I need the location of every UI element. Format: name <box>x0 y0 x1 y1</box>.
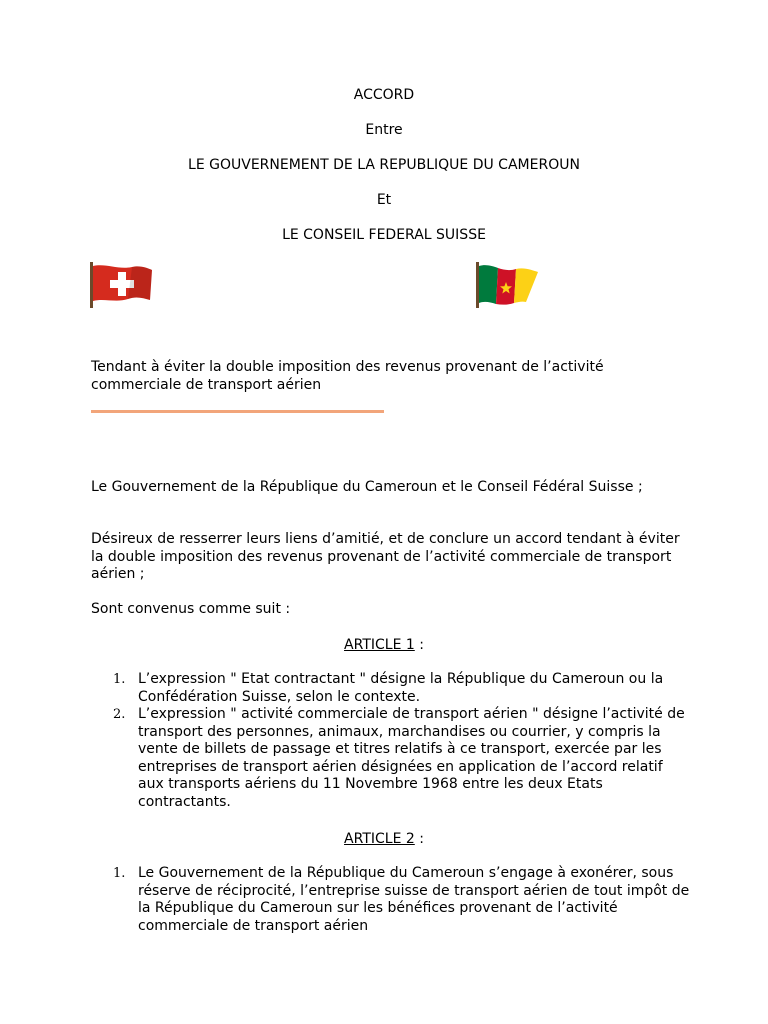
article-1-colon: : <box>414 637 424 653</box>
article-2-title: ARTICLE 2 <box>344 831 415 847</box>
article-2-list <box>91 865 691 935</box>
list-item <box>91 865 691 935</box>
article-2-colon: : <box>414 831 424 847</box>
list-number: 1. <box>113 866 126 881</box>
list-number: 1. <box>113 672 126 687</box>
cameroon-flag-icon <box>474 260 542 310</box>
party-cameroon: LE GOUVERNEMENT DE LA REPUBLIQUE DU CAMEROUN <box>188 157 580 173</box>
list-text: L’expression " activité commerciale de transport aérien " désigne l’activité de transport des personnes, animaux, marchandises ou courrier, y compris la vente de billets de passage et titres relatifs à ce transport, exercée par les entreprises de transport aérien désignées en application de l’accord relatif aux transports aériens du 11 Novembre 1968 entre les deux Etats contractants. <box>138 706 685 810</box>
document-title: ACCORD <box>353 87 415 103</box>
divider-rule <box>91 410 384 413</box>
preamble-desire: Désireux de resserrer leurs liens d’amitié, et de conclure un accord tendant à éviter la double imposition des revenus provenant de l’activité commerciale de transport aérien ; <box>91 531 680 582</box>
between-label: Entre <box>365 122 403 138</box>
subtitle: Tendant à éviter la double imposition des revenus provenant de l’activité commerciale de transport aérien <box>91 359 604 393</box>
list-text: L’expression " Etat contractant " désigne la République du Cameroun ou la Confédération Suisse, selon le contexte. <box>138 671 664 705</box>
article-1-list <box>91 671 691 811</box>
agreement-statement: Sont convenus comme suit : <box>91 601 291 617</box>
article-1-heading <box>0 636 768 654</box>
list-item <box>91 706 691 811</box>
list-item <box>91 671 691 706</box>
swiss-flag-icon <box>88 260 156 310</box>
article-2-heading <box>0 830 768 848</box>
article-1-title: ARTICLE 1 <box>344 637 415 653</box>
party-switzerland: LE CONSEIL FEDERAL SUISSE <box>282 227 486 243</box>
list-text: Le Gouvernement de la République du Cameroun s’engage à exonérer, sous réserve de réciprocité, l’entreprise suisse de transport aérien de tout impôt de la République du Cameroun sur les bénéfices provenant de l’activité commerciale de transport aérien <box>138 865 690 934</box>
preamble-parties: Le Gouvernement de la République du Cameroun et le Conseil Fédéral Suisse ; <box>91 479 643 495</box>
list-number: 2. <box>113 707 126 722</box>
and-label: Et <box>376 192 392 208</box>
